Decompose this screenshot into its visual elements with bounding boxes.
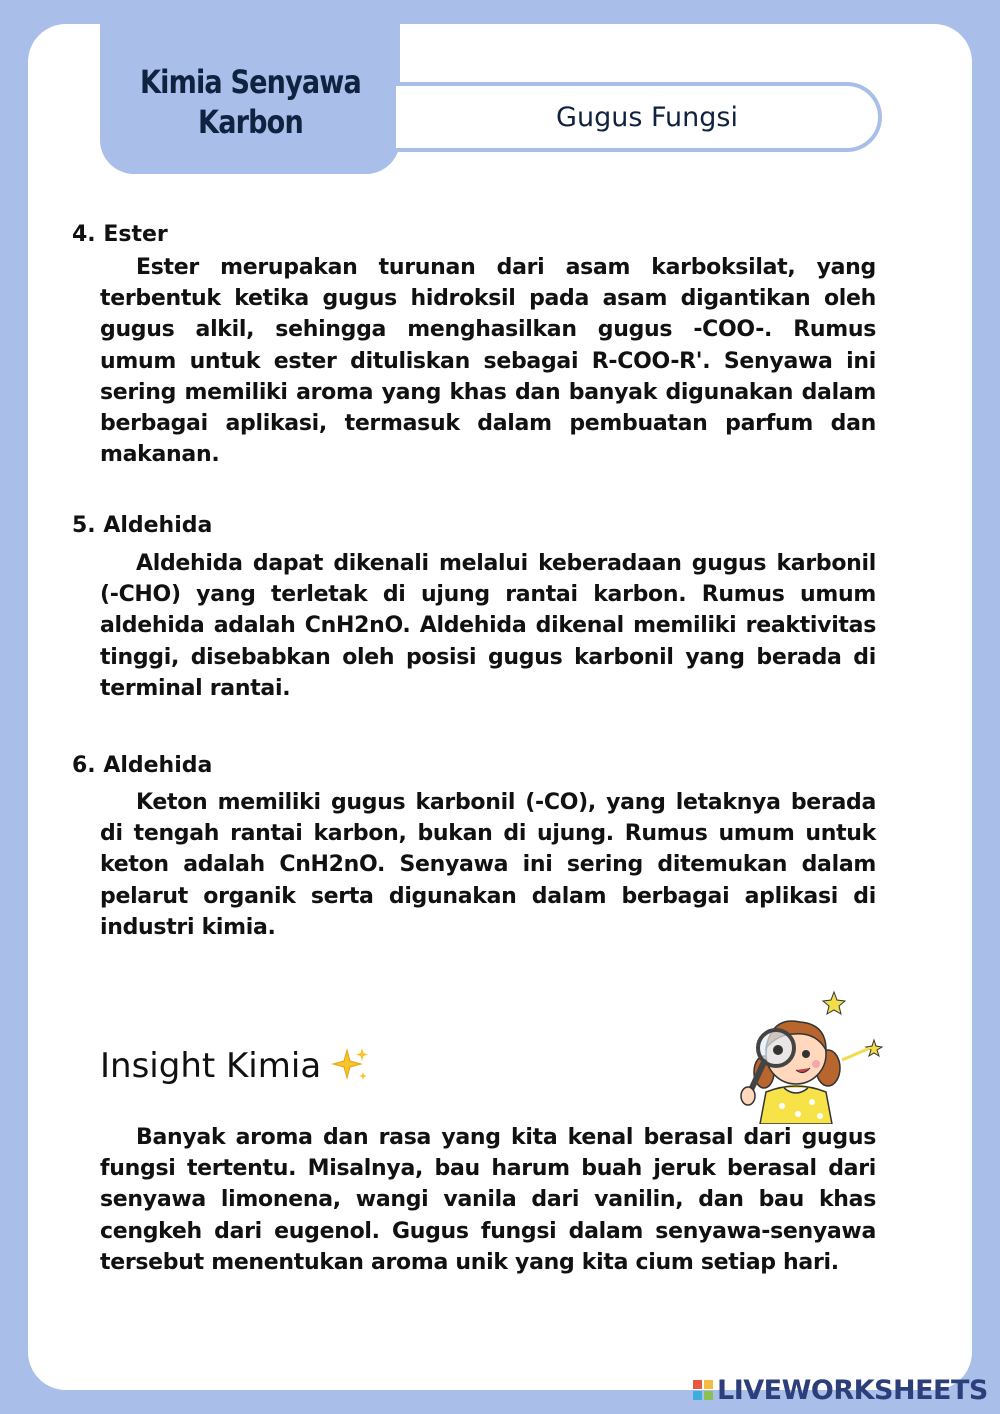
sparkles-icon <box>331 1046 371 1086</box>
section-text-keton: Keton memiliki gugus karbonil (-CO), yang letaknya berada di tengah rantai karbon, bukan di ujung. Rumus umum untuk keton adalah CnH2nO. Senyawa ini sering ditemukan dalam pelarut organik serta digunakan dalam berbagai aplikasi di industri kimia. <box>100 790 876 940</box>
chapter-title-line2: Karbon <box>197 103 303 141</box>
chapter-title <box>130 56 370 142</box>
girl-magnifier-illustration <box>724 988 890 1124</box>
topic-pill <box>396 82 882 152</box>
section-heading-ester: 4. Ester <box>72 222 168 247</box>
section-heading-keton: 6. Aldehida <box>72 753 213 778</box>
topic-label: Gugus Fungsi <box>556 101 738 133</box>
insight-text: Banyak aroma dan rasa yang kita kenal berasal dari gugus fungsi tertentu. Misalnya, bau harum buah jeruk berasal dari senyawa limonena, wangi vanila dari vanilin, dan bau khas cengkeh dari eugenol. Gugus fungsi dalam senyawa-senyawa tersebut menentukan aroma unik yang kita cium setiap hari. <box>100 1125 876 1275</box>
section-text-ester: Ester merupakan turunan dari asam karboksilat, yang terbentuk ketika gugus hidroksil pada asam digantikan oleh gugus alkil, sehingga menghasilkan gugus -COO-. Rumus umum untuk ester dituliskan sebagai R-COO-R'. Senyawa ini sering memiliki aroma yang khas dan banyak digunakan dalam berbagai aplikasi, termasuk dalam pembuatan parfum dan makanan. <box>100 255 876 468</box>
section-text-aldehida: Aldehida dapat dikenali melalui keberadaan gugus karbonil (-CHO) yang terletak di ujung rantai karbon. Rumus umum aldehida adalah CnH2nO. Aldehida dikenal memiliki reaktivitas tinggi, disebabkan oleh posisi gugus karbonil yang berada di terminal rantai. <box>100 551 876 701</box>
liveworksheets-logo[interactable] <box>692 1374 988 1406</box>
insight-heading <box>100 1046 371 1086</box>
liveworksheets-brand: LIVEWORKSHEETS <box>717 1374 988 1406</box>
section-heading-aldehida: 5. Aldehida <box>72 513 213 538</box>
chapter-title-line1: Kimia Senyawa <box>139 63 361 101</box>
insight-title: Insight Kimia <box>100 1046 322 1086</box>
liveworksheets-icon <box>692 1379 714 1401</box>
chapter-title-tab <box>100 24 400 174</box>
